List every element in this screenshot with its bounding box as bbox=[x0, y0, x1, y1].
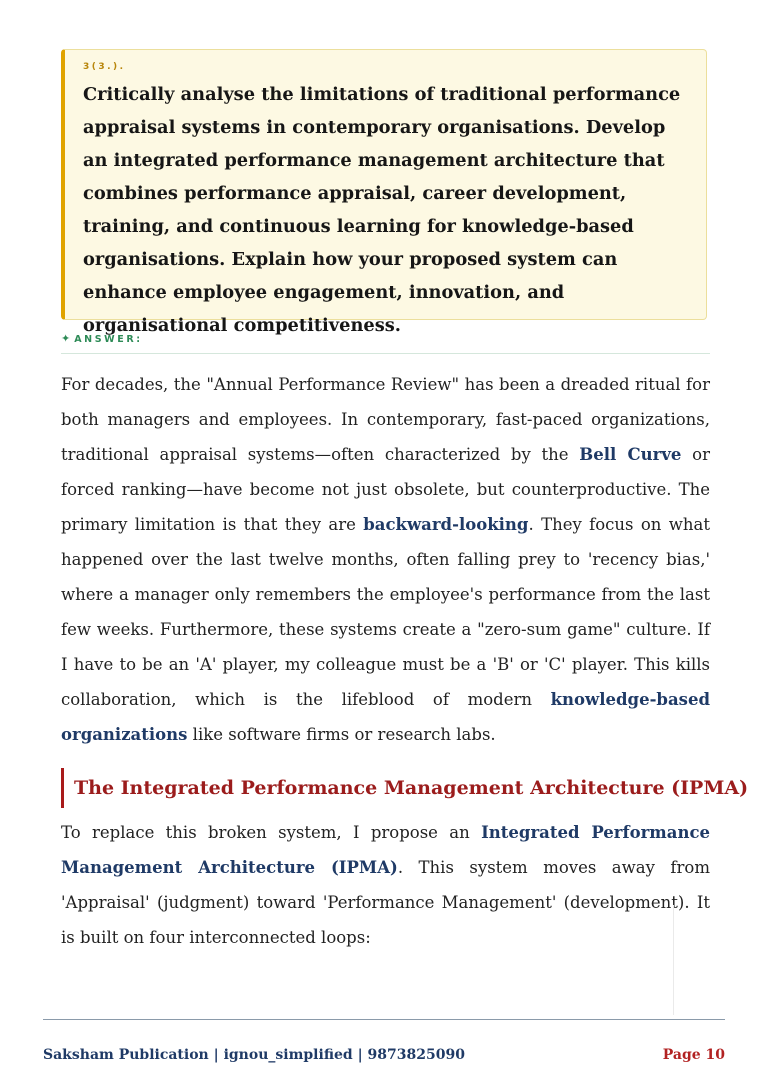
footer-divider bbox=[43, 1019, 725, 1020]
intro-paragraph bbox=[61, 367, 710, 752]
paragraph-text: For decades, the "Annual Performance Review" has been a dreaded ritual for both managers and employees. In contemporary, fast-paced organizations, traditional appraisal systems—often characterized by the bbox=[61, 375, 710, 464]
question-text: Critically analyse the limitations of traditional performance appraisal systems in contemporary organisations. Develop an integrated performance management architecture that combines performance appraisal, career development, training, and continuous learning for knowledge-based organisations. Explain how your proposed system can enhance employee engagement, innovation, and organisational competitiveness. bbox=[83, 84, 681, 336]
paragraph-text: like software firms or research labs. bbox=[187, 725, 496, 744]
ipma-paragraph bbox=[61, 815, 710, 955]
footer-publisher: Saksham Publication | ignou_simplified | 9873825090 bbox=[43, 1047, 465, 1063]
paragraph-text: . They focus on what happened over the last twelve months, often falling prey to 'recency bias,' where a manager only remembers the employee's performance from the last few weeks. Furthermore, these systems create a "zero-sum game" culture. If I have to be an 'A' player, my colleague must be a 'B' or 'C' player. This kills collaboration, which is the lifeblood of modern bbox=[61, 515, 710, 709]
emphasis-backward-looking: backward-looking bbox=[363, 515, 529, 534]
question-box bbox=[61, 49, 707, 336]
paragraph-text: To replace this broken system, I propose an bbox=[61, 823, 482, 842]
paragraph-text: or forced ranking—have become not just obsolete, but counterproductive. The primary limitation is that they are bbox=[61, 445, 710, 534]
question-number: 3(3.). bbox=[83, 62, 126, 72]
paragraph-text: . This system moves away from 'Appraisal' (judgment) toward 'Performance Management' (development). It is built on four interconnected loops: bbox=[61, 858, 710, 947]
emphasis-ipma: Integrated Performance Management Architecture (IPMA) bbox=[61, 823, 710, 877]
answer-label-text: ANSWER: bbox=[74, 334, 143, 345]
sparkle-icon: ✦ bbox=[61, 332, 71, 345]
answer-label bbox=[61, 332, 710, 354]
emphasis-knowledge-based: knowledge-based organizations bbox=[61, 690, 710, 744]
emphasis-bell-curve: Bell Curve bbox=[579, 445, 682, 464]
section-heading: The Integrated Performance Management Architecture (IPMA) bbox=[61, 768, 748, 808]
margin-rule bbox=[673, 905, 674, 1015]
page-number: Page 10 bbox=[662, 1047, 725, 1063]
